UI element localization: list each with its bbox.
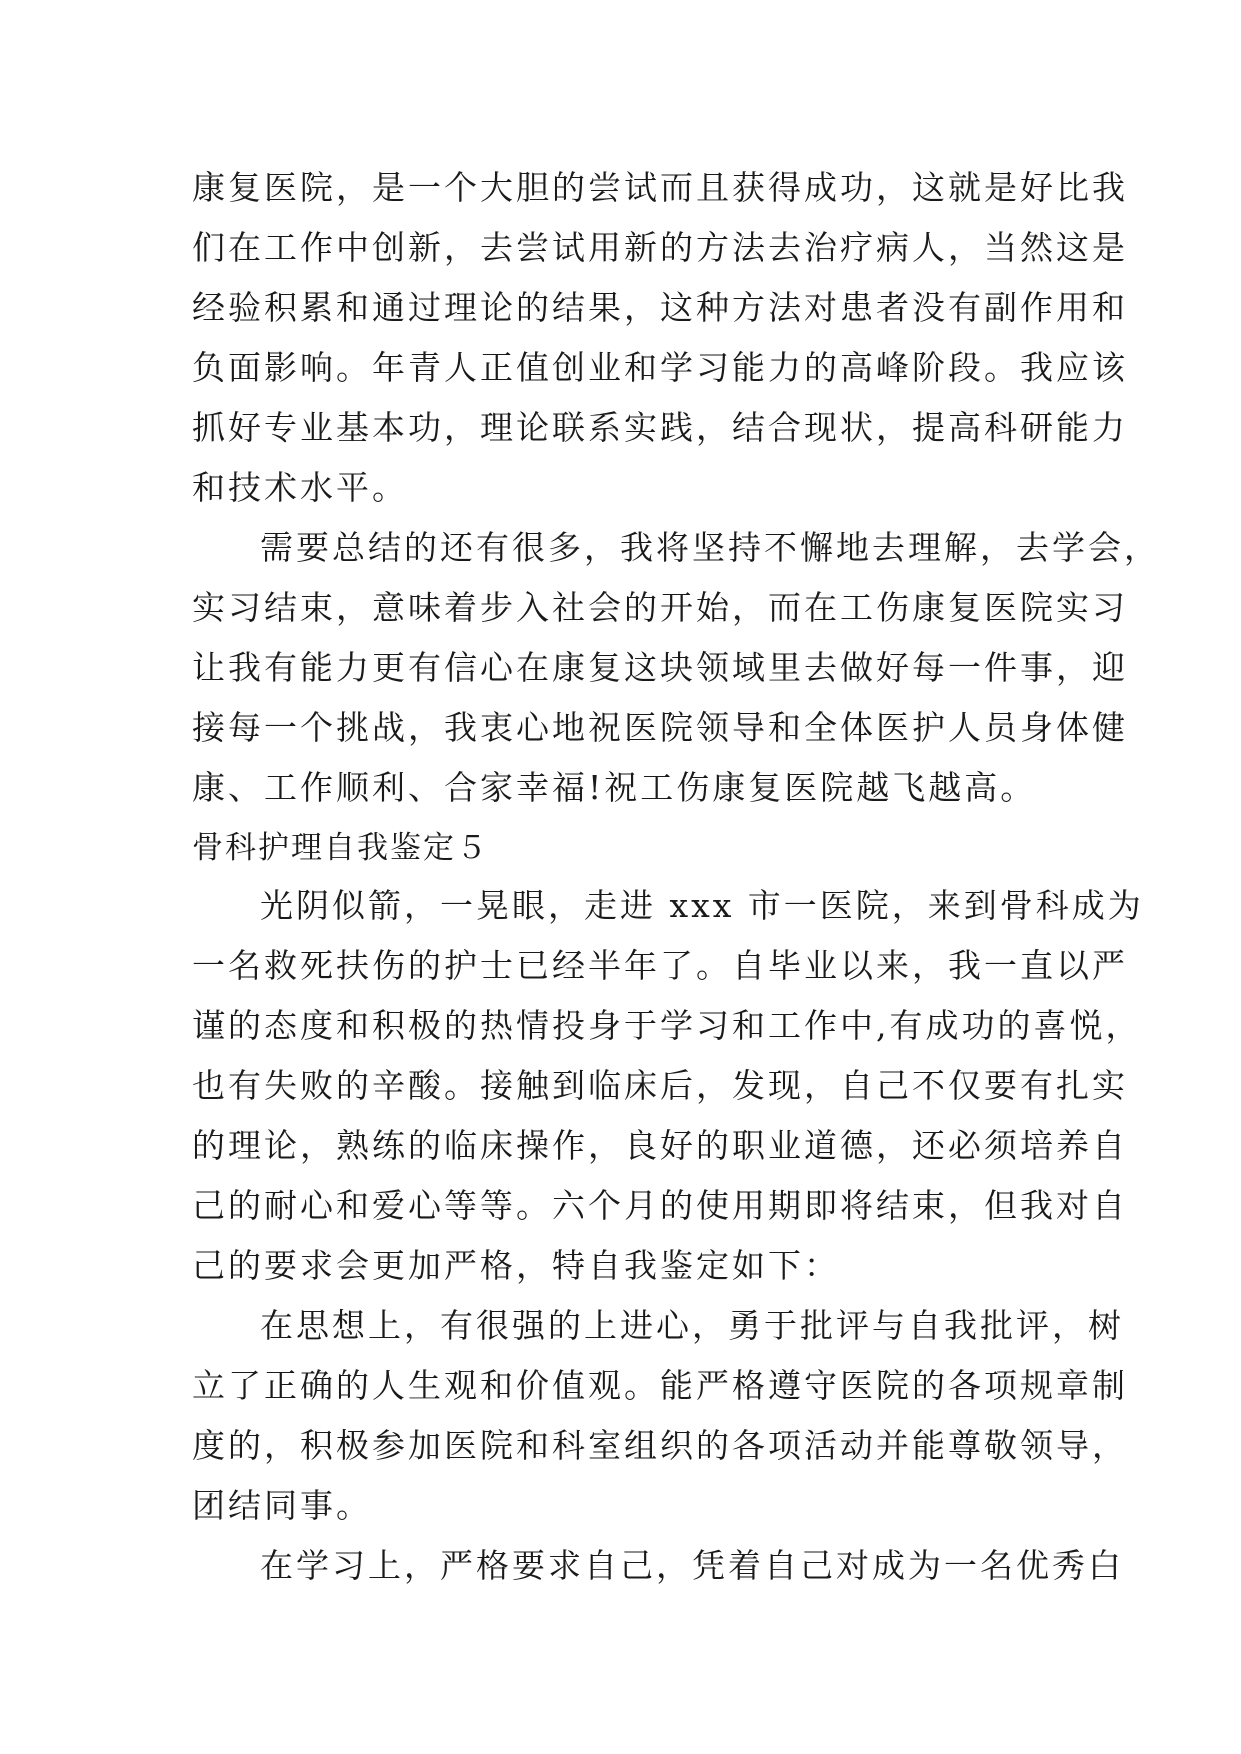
text-line: 让我有能力更有信心在康复这块领域里去做好每一件事，迎	[192, 648, 1128, 687]
text-line: 经验积累和通过理论的结果，这种方法对患者没有副作用和	[192, 288, 1128, 327]
text-line: 需要总结的还有很多，我将坚持不懈地去理解，去学会，	[260, 528, 1160, 567]
text-line: 立了正确的人生观和价值观。能严格遵守医院的各项规章制	[192, 1366, 1128, 1405]
text-line: 在思想上，有很强的上进心，勇于批评与自我批评，树	[260, 1306, 1124, 1345]
paragraph	[192, 158, 1128, 518]
text-line: 的理论，熟练的临床操作，良好的职业道德，还必须培养自	[192, 1126, 1128, 1165]
section-heading: 骨科护理自我鉴定５	[192, 830, 489, 866]
document-body	[192, 158, 1160, 1596]
text-line: 度的，积极参加医院和科室组织的各项活动并能尊敬领导，	[192, 1426, 1128, 1465]
text-line: 己的要求会更加严格，特自我鉴定如下：	[192, 1246, 840, 1285]
text-line: 谨的态度和积极的热情投身于学习和工作中,有成功的喜悦，	[192, 1006, 1142, 1045]
text-line: 康、工作顺利、合家幸福!祝工伤康复医院越飞越高。	[192, 768, 1037, 807]
text-line: 实习结束，意味着步入社会的开始，而在工伤康复医院实习	[192, 588, 1128, 627]
text-line: 一名救死扶伤的护士已经半年了。自毕业以来，我一直以严	[192, 946, 1128, 985]
paragraph	[192, 1536, 1124, 1596]
text-line: 负面影响。年青人正值创业和学习能力的高峰阶段。我应该	[192, 348, 1128, 387]
text-line: 们在工作中创新，去尝试用新的方法去治疗病人，当然这是	[192, 228, 1128, 267]
paragraph	[192, 518, 1160, 818]
text-line: 抓好专业基本功，理论联系实践，结合现状，提高科研能力	[192, 408, 1128, 447]
text-line: 己的耐心和爱心等等。六个月的使用期即将结束，但我对自	[192, 1186, 1128, 1225]
text-line: 也有失败的辛酸。接触到临床后，发现，自己不仅要有扎实	[192, 1066, 1128, 1105]
text-line: 光阴似箭，一晃眼，走进 xxx 市一医院，来到骨科成为	[260, 886, 1144, 925]
text-line: 在学习上，严格要求自己，凭着自己对成为一名优秀白	[260, 1546, 1124, 1585]
text-line: 接每一个挑战，我衷心地祝医院领导和全体医护人员身体健	[192, 708, 1128, 747]
paragraph	[192, 876, 1144, 1296]
text-line: 康复医院，是一个大胆的尝试而且获得成功，这就是好比我	[192, 168, 1128, 207]
text-line: 和技术水平。	[192, 468, 408, 507]
paragraph	[192, 1296, 1128, 1536]
text-line: 团结同事。	[192, 1486, 372, 1525]
